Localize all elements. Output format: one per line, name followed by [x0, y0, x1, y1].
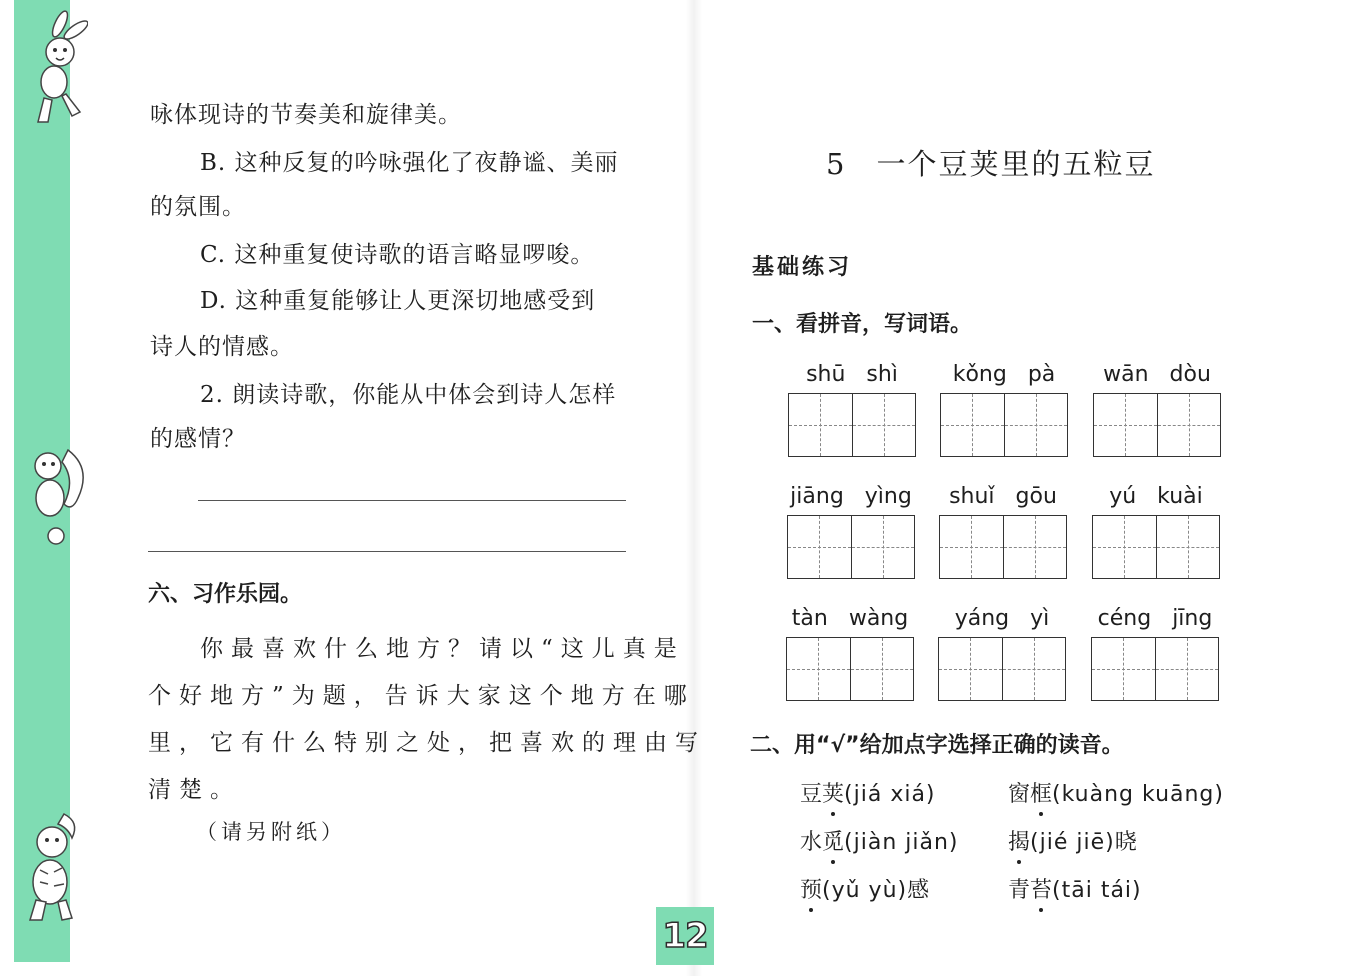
- char: 水: [800, 830, 823, 855]
- attach-note: （请另附纸）: [196, 820, 346, 844]
- char: 窗: [1008, 782, 1031, 807]
- char: 豆: [800, 782, 823, 807]
- prompt-line: 个好地方”为题，告诉大家这个地方在哪: [148, 683, 695, 709]
- pinyin-group: [788, 360, 916, 457]
- dotted-char: 荚: [822, 782, 845, 807]
- pronunciation-item[interactable]: [1008, 825, 1137, 856]
- pinyin-label: céng jīng: [1097, 606, 1213, 631]
- option-b-line: B. 这种反复的吟咏强化了夜静谧、美丽: [200, 150, 619, 176]
- option-c-line: C. 这种重复使诗歌的语言略显啰唆。: [200, 242, 595, 268]
- writing-grid[interactable]: [940, 393, 1068, 457]
- reading-options[interactable]: (jié jiē): [1030, 830, 1115, 855]
- dotted-char: 框: [1030, 782, 1053, 807]
- pronunciation-item[interactable]: [800, 873, 929, 904]
- pinyin-group: [1092, 482, 1220, 579]
- char: 青: [1008, 878, 1031, 903]
- pronunciation-item[interactable]: [800, 777, 936, 808]
- question-2-heading: 二、用“√”给加点字选择正确的读音。: [750, 733, 1124, 758]
- pinyin-group: [1091, 604, 1219, 701]
- pinyin-label: shuǐ gōu: [949, 484, 1057, 509]
- reading-options[interactable]: (yǔ yù): [822, 878, 908, 903]
- answer-line[interactable]: [198, 500, 626, 501]
- pinyin-group: [1093, 360, 1221, 457]
- dotted-char: 预: [800, 878, 823, 903]
- text-line: 的氛围。: [150, 194, 246, 220]
- question-1-heading: 一、看拼音，写词语。: [752, 312, 973, 337]
- char: 晓: [1114, 830, 1137, 855]
- lesson-title: [826, 142, 1155, 183]
- pinyin-group: [938, 604, 1066, 701]
- pinyin-label: yáng yì: [954, 606, 1050, 631]
- prompt-line: 清楚。: [148, 777, 241, 803]
- answer-line[interactable]: [148, 551, 626, 552]
- char: 感: [907, 878, 930, 903]
- page-number: 12: [662, 916, 708, 956]
- pronunciation-item[interactable]: [1008, 777, 1224, 808]
- reading-options[interactable]: (tāi tái): [1052, 878, 1142, 903]
- pinyin-label: yú kuài: [1109, 484, 1203, 509]
- prompt-line: 里，它有什么特别之处，把喜欢的理由写: [148, 730, 706, 756]
- option-d-line: D. 这种重复能够让人更深切地感受到: [200, 288, 596, 314]
- rabbit-icon: [14, 10, 88, 130]
- text-line: 的感情？: [150, 426, 246, 452]
- pronunciation-item[interactable]: [800, 825, 959, 856]
- writing-grid[interactable]: [938, 637, 1066, 701]
- pinyin-label: kǒng pà: [952, 362, 1056, 387]
- lesson-title-text: 一个豆荚里的五粒豆: [876, 147, 1156, 181]
- writing-grid[interactable]: [939, 515, 1067, 579]
- writing-grid[interactable]: [1093, 393, 1221, 457]
- page-fold: [686, 0, 702, 976]
- pinyin-label: jiāng yìng: [790, 484, 912, 509]
- question-2-line: 2. 朗读诗歌，你能从中体会到诗人怎样: [200, 382, 617, 408]
- reading-options[interactable]: (jiá xiá): [844, 782, 936, 807]
- squirrel-icon: [14, 440, 88, 550]
- writing-grid[interactable]: [788, 393, 916, 457]
- pinyin-label: shū shì: [806, 362, 898, 387]
- tiger-icon: [14, 808, 88, 928]
- section-6-heading: 六、习作乐园。: [148, 582, 303, 607]
- text-line: 咏体现诗的节奏美和旋律美。: [150, 102, 462, 128]
- writing-grid[interactable]: [787, 515, 915, 579]
- text-line: 诗人的情感。: [150, 334, 294, 360]
- writing-grid[interactable]: [786, 637, 914, 701]
- pinyin-group: [787, 482, 915, 579]
- dotted-char: 苔: [1030, 878, 1053, 903]
- pronunciation-item[interactable]: [1008, 873, 1142, 904]
- writing-grid[interactable]: [1092, 515, 1220, 579]
- basic-practice-heading: 基础练习: [752, 255, 853, 280]
- page-number-badge: [656, 907, 714, 965]
- dotted-char: 觅: [822, 830, 845, 855]
- pinyin-group: [939, 482, 1067, 579]
- reading-options[interactable]: (kuàng kuāng): [1052, 782, 1224, 807]
- reading-options[interactable]: (jiàn jiǎn): [844, 830, 959, 855]
- pinyin-group: [940, 360, 1068, 457]
- lesson-number: 5: [826, 147, 847, 181]
- pinyin-label: tàn wàng: [791, 606, 909, 631]
- writing-grid[interactable]: [1091, 637, 1219, 701]
- pinyin-group: [786, 604, 914, 701]
- dotted-char: 揭: [1008, 830, 1031, 855]
- prompt-line: 你最喜欢什么地方？请以“这儿真是: [200, 636, 685, 662]
- pinyin-label: wān dòu: [1103, 362, 1211, 387]
